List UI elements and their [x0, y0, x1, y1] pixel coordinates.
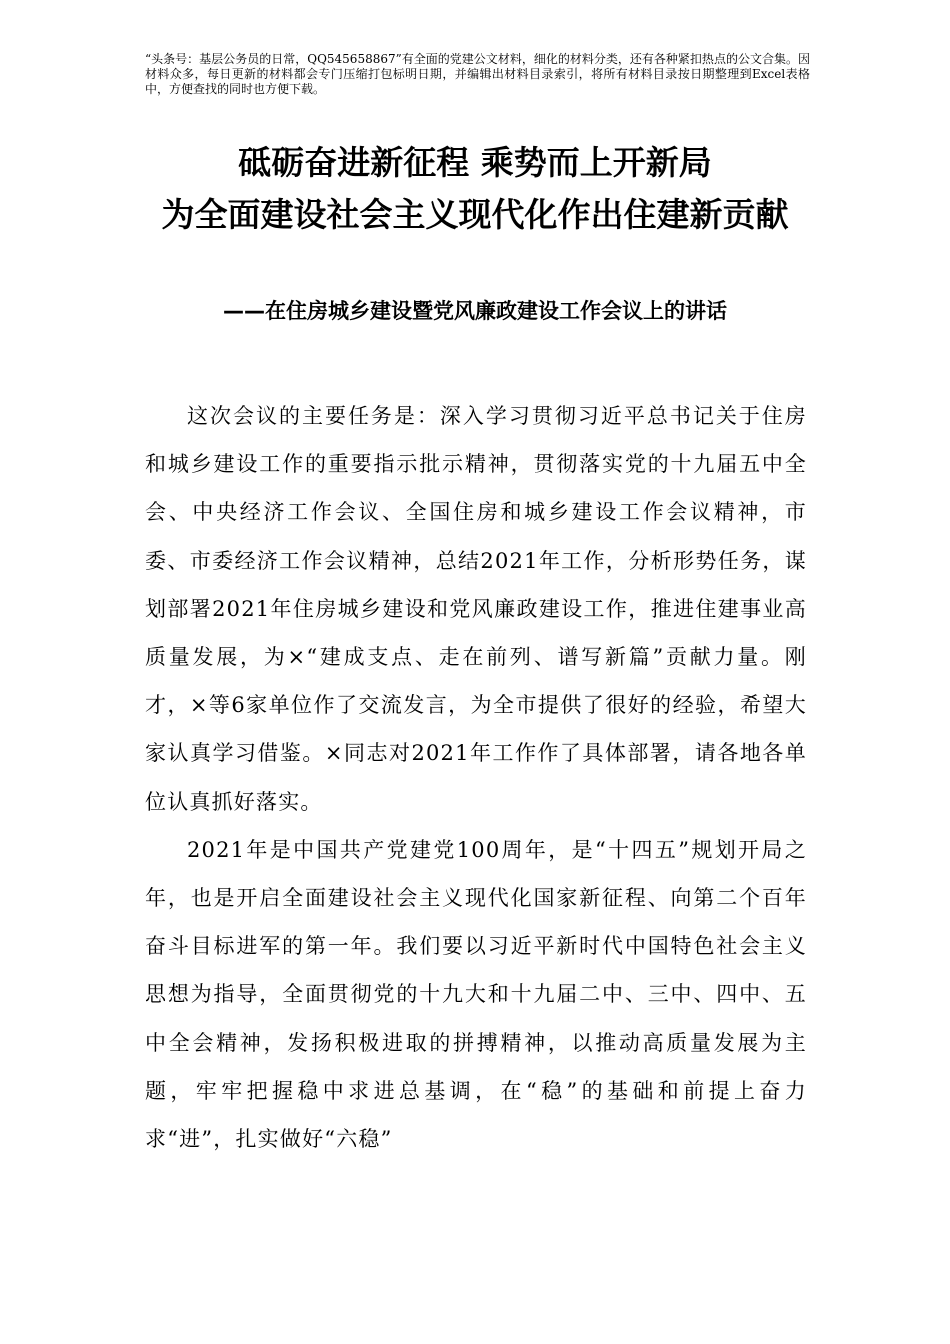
document-title-line-2: 为全面建设社会主义现代化作出住建新贡献: [161, 195, 789, 234]
document-subtitle: ——在住房城乡建设暨党风廉政建设工作会议上的讲话: [223, 299, 727, 323]
body-paragraph: 这次会议的主要任务是：深入学习贯彻习近平总书记关于住房和城乡建设工作的重要指示批示精神，贯彻落实党的十九届五中全会、中央经济工作会议、全国住房和城乡建设工作会议精神，市委、市委经济工作会议精神，总结2021年工作，分析形势任务，谋划部署2021年住房城乡建设和党风廉政建设工作，推进住建事业高质量发展，为×“建成支点、走在前列、谱写新篇”贡献力量。刚才，×等6家单位作了交流发言，为全市提供了很好的经验，希望大家认真学习借鉴。×同志对2021年工作作了具体部署，请各地各单位认真抓好落实。: [145, 404, 807, 814]
body-paragraph: 2021年是中国共产党建党100周年，是“十四五”规划开局之年，也是开启全面建设社会主义现代化国家新征程、向第二个百年奋斗目标进军的第一年。我们要以习近平新时代中国特色社会主义思想为指导，全面贯彻党的十九大和十九届二中、三中、四中、五中全会精神，发扬积极进取的拼搏精神，以推动高质量发展为主题，牢牢把握稳中求进总基调，在“稳”的基础和前提上奋力求“进”，扎实做好“六稳”: [145, 837, 807, 1152]
header-notice: “头条号：基层公务员的日常，QQ545658867”有全面的党建公文材料，细化的材料分类，还有各种紧扣热点的公文合集。因材料众多，每日更新的材料都会专门压缩打包标明日期，并编辑出材料目录索引，将所有材料目录按日期整理到Excel表格中，方便查找的同时也方便下载。: [145, 52, 810, 96]
document-body: [145, 392, 807, 1163]
document-title-line-1: 砥砺奋进新征程 乘势而上开新局: [238, 143, 712, 182]
